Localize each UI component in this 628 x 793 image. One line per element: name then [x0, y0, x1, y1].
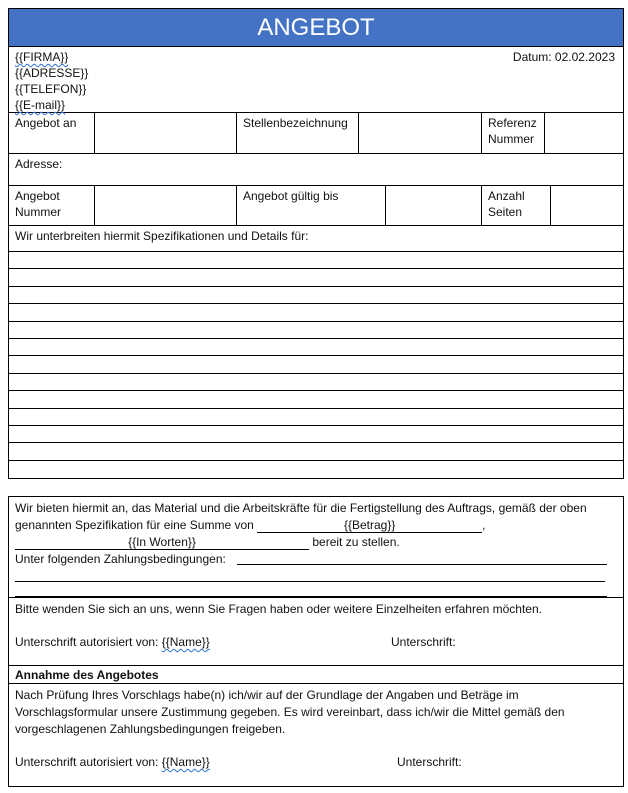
company-name: {{FIRMA}}	[15, 50, 69, 64]
company-address: {{ADRESSE}}	[15, 66, 89, 80]
field-angebot-an[interactable]	[95, 113, 237, 153]
company-phone: {{TELEFON}}	[15, 82, 87, 96]
document-date: Datum: 02.02.2023	[512, 50, 615, 64]
quote-form-bottom	[8, 496, 624, 787]
spec-line[interactable]	[9, 461, 623, 478]
row-recipient	[9, 113, 623, 154]
spec-line[interactable]	[9, 339, 623, 356]
offer-ready-text: bereit zu stellen.	[312, 535, 400, 549]
acceptance-text: Nach Prüfung Ihres Vorschlags habe(n) ich/wir auf der Grundlage der Angaben und Beträge im Vorschlagsformular unsere Zustimmung gegeben. Es wird vereinbart, dass ich/wir die Mittel gemäß den vorgeschlagenen Zahlungsbedingungen freigeben.	[15, 688, 565, 736]
offer-signature-label: Unterschrift:	[391, 635, 456, 649]
questions-text: Bitte wenden Sie sich an uns, wenn Sie Fragen haben oder weitere Einzelheiten erfahren möchten.	[15, 602, 542, 616]
amount-field[interactable]	[257, 518, 482, 533]
payment-terms-line[interactable]	[15, 581, 605, 582]
offer-text: Wir bieten hiermit an, das Material und die Arbeitskräfte für die Fertigstellung des Auftrags, gemäß der oben genannten Spezifikation für eine Summe von	[15, 501, 587, 532]
acceptance-signature-row	[15, 754, 617, 772]
label-referenz-nummer: Referenz Nummer	[482, 113, 545, 153]
spec-line[interactable]	[9, 426, 623, 443]
spec-line[interactable]	[9, 252, 623, 269]
offer-signature-row	[15, 634, 617, 652]
field-angebot-gueltig-bis[interactable]	[386, 186, 482, 225]
acceptance-section	[9, 683, 623, 786]
label-anzahl-seiten: Anzahl Seiten	[482, 186, 551, 225]
amount-in-words-field[interactable]	[15, 535, 309, 550]
acceptance-authorized-label: Unterschrift autorisiert von:	[15, 755, 159, 769]
spec-line[interactable]	[9, 374, 623, 391]
amount-in-words-placeholder: {{In Worten}}	[128, 535, 196, 549]
spec-line[interactable]	[9, 304, 623, 321]
document-title: ANGEBOT	[9, 9, 623, 47]
quote-form-top	[8, 8, 624, 479]
label-angebot-gueltig-bis: Angebot gültig bis	[237, 186, 386, 225]
spec-line[interactable]	[9, 391, 623, 408]
field-stellenbezeichnung[interactable]	[359, 113, 482, 153]
spec-line[interactable]	[9, 269, 623, 286]
offer-authorized-name[interactable]: {{Name}}	[161, 635, 210, 649]
field-referenz-nummer[interactable]	[545, 113, 623, 153]
acceptance-heading: Annahme des Angebotes	[9, 665, 623, 683]
spec-line[interactable]	[9, 443, 623, 460]
contact-section	[9, 597, 623, 665]
row-specifications-header	[9, 226, 623, 252]
payment-terms-label: Unter folgenden Zahlungsbedingungen:	[15, 552, 226, 566]
field-angebot-nummer[interactable]	[95, 186, 237, 225]
specification-lines	[9, 252, 623, 478]
spec-line[interactable]	[9, 356, 623, 373]
label-angebot-an: Angebot an	[9, 113, 95, 153]
spec-line[interactable]	[9, 287, 623, 304]
amount-placeholder: {{Betrag}}	[343, 518, 396, 532]
payment-terms-line[interactable]	[237, 564, 607, 565]
spec-line[interactable]	[9, 409, 623, 426]
company-email: {{E-mail}}	[15, 98, 66, 112]
label-angebot-nummer: Angebot Nummer	[9, 186, 95, 225]
offer-terms: Wir bieten hiermit an, das Material und die Arbeitskräfte für die Fertigstellung des Auftrags, gemäß der oben genannten Spezifikation für eine Summe von {{Betrag}} , {{In Worten}} bereit zu stellen. Unter folgenden Zahlungsbedingungen:	[9, 497, 623, 597]
company-block	[9, 47, 623, 113]
acceptance-signature-label: Unterschrift:	[397, 755, 462, 769]
offer-authorized-label: Unterschrift autorisiert von:	[15, 635, 159, 649]
spec-line[interactable]	[9, 322, 623, 339]
acceptance-authorized-name[interactable]: {{Name}}	[161, 755, 210, 769]
label-spezifikationen: Wir unterbreiten hiermit Spezifikationen und Details für:	[15, 229, 309, 243]
label-adresse: Adresse:	[15, 157, 63, 171]
row-offer-details	[9, 186, 623, 226]
field-anzahl-seiten[interactable]	[551, 186, 623, 225]
label-stellenbezeichnung: Stellenbezeichnung	[237, 113, 359, 153]
row-address	[9, 154, 623, 186]
